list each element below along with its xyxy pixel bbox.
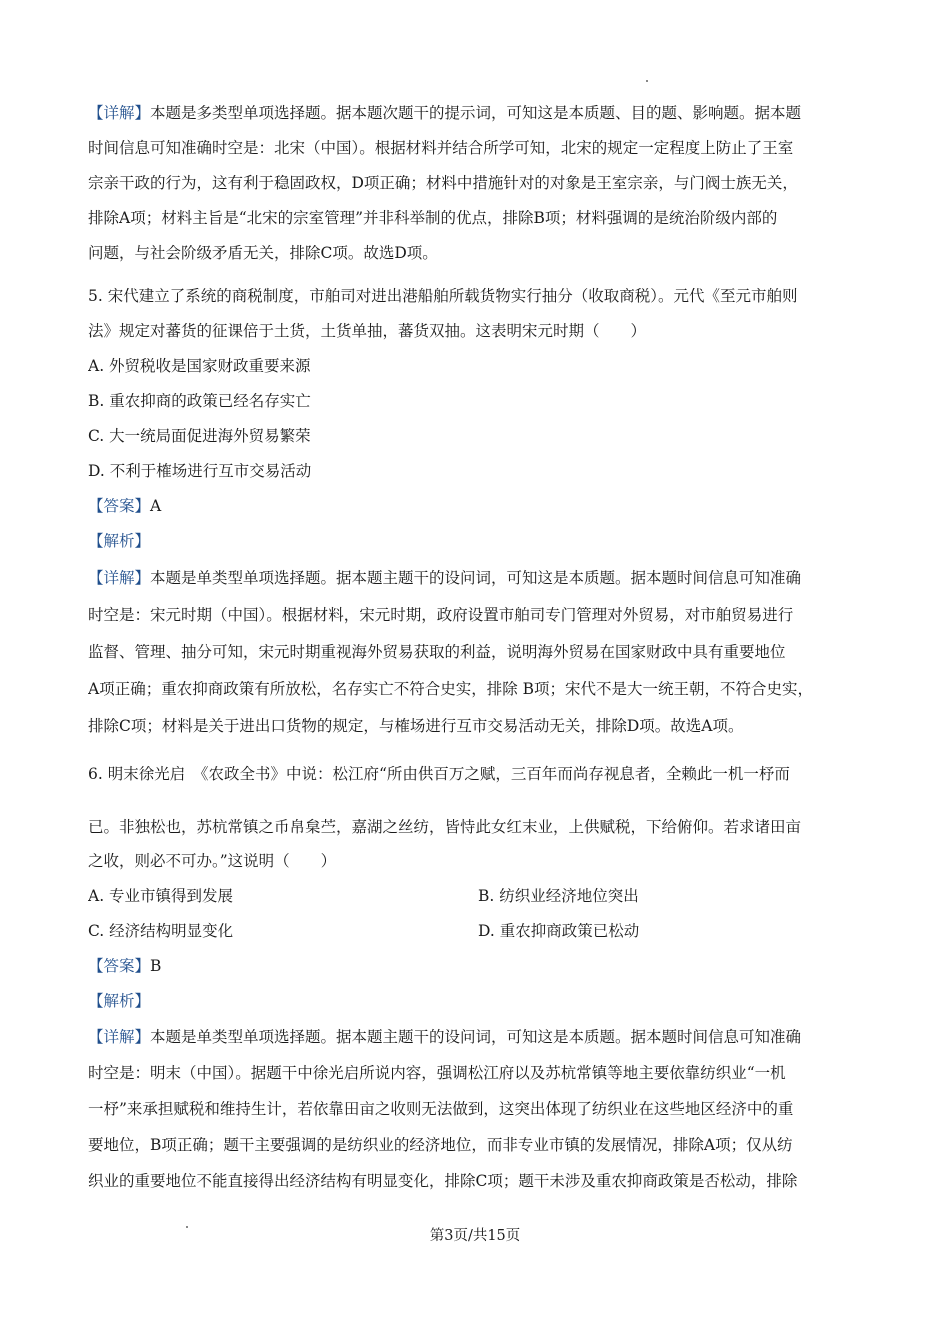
- q6-stem-line-3: 之收，则必不可办。”这说明（ ）: [88, 852, 337, 870]
- q5-answer: [88, 494, 878, 518]
- q6-detail-line-2: 时空是：明末（中国）。据题干中徐光启所说内容，强调松江府以及苏杭常镇等地主要依靠纺织业“一机: [88, 1064, 786, 1082]
- q6-option-c: C. 经济结构明显变化: [88, 922, 234, 940]
- q5-detail-line-1: 【详解】本题是单类型单项选择题。据本题主题干的设问词，可知这是本质题。据本题时间信息可知准确: [88, 569, 802, 587]
- q6-detail-line-1: 【详解】本题是单类型单项选择题。据本题主题干的设问词，可知这是本质题。据本题时间信息可知准确: [88, 1028, 802, 1046]
- answer-value: B: [150, 957, 162, 975]
- q6-detail-line-4: 要地位，B项正确；题干主要强调的是纺织业的经济地位，而非专业市镇的发展情况，排除A项；仅从纺: [88, 1136, 793, 1154]
- detail-tag: 【详解】: [88, 1028, 151, 1046]
- q5-analysis-tag: 【解析】: [88, 532, 151, 550]
- q5-option-a: A. 外贸税收是国家财政重要来源: [88, 357, 311, 375]
- q5-option-c: C. 大一统局面促进海外贸易繁荣: [88, 427, 311, 445]
- q4-detail-line-4: 排除A项；材料主旨是“北宋的宗室管理”并非科举制的优点，排除B项；材料强调的是统治阶级内部的: [88, 209, 778, 227]
- q5-stem-line-1: 5. 宋代建立了系统的商税制度，市舶司对进出港船舶所载货物实行抽分（收取商税）。元代《至元市舶则: [88, 287, 798, 305]
- q6-option-b: B. 纺织业经济地位突出: [478, 887, 639, 905]
- q5-detail-line-2: 时空是：宋元时期（中国）。根据材料，宋元时期，政府设置市舶司专门管理对外贸易，对市舶贸易进行: [88, 606, 794, 624]
- q6-analysis-tag: 【解析】: [88, 992, 151, 1010]
- q5-stem-line-2: 法》规定对蕃货的征课倍于土货，土货单抽，蕃货双抽。这表明宋元时期（ ）: [88, 322, 647, 340]
- answer-tag: 【答案】: [88, 957, 151, 975]
- q6-answer: [88, 954, 878, 978]
- q6-detail-line-3: 一杼”来承担赋税和维持生计，若依靠田亩之收则无法做到，这突出体现了纺织业在这些地区经济中的重: [88, 1100, 794, 1118]
- q6-option-a: A. 专业市镇得到发展: [88, 887, 234, 905]
- answer-value: A: [150, 497, 162, 515]
- detail-tag: 【详解】: [88, 569, 151, 587]
- page-number-footer: 第3页/共15页: [429, 1228, 521, 1244]
- q6-detail-line-5: 织业的重要地位不能直接得出经济结构有明显变化，排除C项；题干未涉及重农抑商政策是否松动，排除: [88, 1172, 798, 1190]
- q6-stem-line-1: 6. 明末徐光启 《农政全书》中说：松江府“所由供百万之赋，三百年而尚存视息者，全赖此一机一杼而: [88, 765, 790, 783]
- q5-option-d: D. 不利于榷场进行互市交易活动: [88, 462, 312, 480]
- scan-dot: [646, 80, 648, 82]
- q4-detail-line-2: 时间信息可知准确时空是：北宋（中国）。根据材料并结合所学可知，北宋的规定一定程度上防止了王室: [88, 139, 794, 157]
- q6-stem-line-2: 已。非独松也，苏杭常镇之币帛枲苎，嘉湖之丝纺，皆恃此女红末业，上供赋税，下给俯仰。若求诸田亩: [88, 818, 802, 836]
- q5-detail-line-3: 监督、管理、抽分可知，宋元时期重视海外贸易获取的利益，说明海外贸易在国家财政中具有重要地位: [88, 643, 786, 661]
- q5-option-b: B. 重农抑商的政策已经名存实亡: [88, 392, 311, 410]
- q4-detail-line-1: 【详解】本题是多类型单项选择题。据本题次题干的提示词，可知这是本质题、目的题、影响题。据本题: [88, 104, 802, 122]
- q6-option-d: D. 重农抑商政策已松动: [478, 922, 640, 940]
- q4-detail-line-3: 宗亲干政的行为，这有利于稳固政权，D项正确；材料中措施针对的对象是王室宗亲，与门阀士族无关，: [88, 174, 798, 192]
- answer-tag: 【答案】: [88, 497, 151, 515]
- q5-detail-line-4: A项正确；重农抑商政策有所放松，名存实亡不符合史实，排除 B项；宋代不是大一统王朝，不符合史实，: [88, 680, 814, 698]
- detail-tag: 【详解】: [88, 104, 151, 122]
- q4-detail-line-5: 问题，与社会阶级矛盾无关，排除C项。故选D项。: [88, 244, 438, 262]
- q5-detail-line-5: 排除C项；材料是关于进出口货物的规定，与榷场进行互市交易活动无关，排除D项。故选A项。: [88, 717, 744, 735]
